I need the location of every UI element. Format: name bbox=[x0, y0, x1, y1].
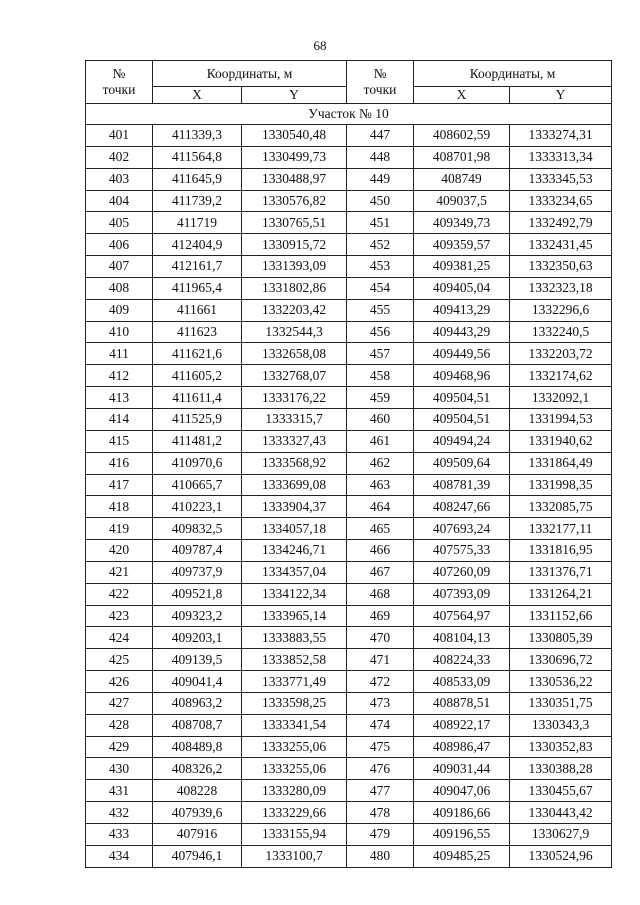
x-cell: 407393,09 bbox=[414, 583, 510, 605]
table-row bbox=[86, 387, 612, 409]
y-cell: 1332323,18 bbox=[510, 277, 612, 299]
y-cell: 1331802,86 bbox=[242, 277, 347, 299]
table-row bbox=[86, 802, 612, 824]
table-row bbox=[86, 430, 612, 452]
y-cell: 1330488,97 bbox=[242, 168, 347, 190]
y-cell: 1333280,09 bbox=[242, 780, 347, 802]
table-row bbox=[86, 125, 612, 147]
point-number-cell: 466 bbox=[347, 540, 414, 562]
x-cell: 409509,64 bbox=[414, 452, 510, 474]
point-number-cell: 423 bbox=[86, 605, 153, 627]
y-cell: 1334246,71 bbox=[242, 540, 347, 562]
table-row bbox=[86, 168, 612, 190]
table-row bbox=[86, 649, 612, 671]
point-number-cell: 469 bbox=[347, 605, 414, 627]
y-cell: 1332768,07 bbox=[242, 365, 347, 387]
point-number-cell: 404 bbox=[86, 190, 153, 212]
x-cell: 409405,04 bbox=[414, 277, 510, 299]
table-row bbox=[86, 845, 612, 867]
point-number-cell: 452 bbox=[347, 234, 414, 256]
y-cell: 1333341,54 bbox=[242, 714, 347, 736]
point-number-cell: 427 bbox=[86, 692, 153, 714]
point-number-cell: 464 bbox=[347, 496, 414, 518]
table-row bbox=[86, 758, 612, 780]
x-cell: 409504,51 bbox=[414, 408, 510, 430]
x-cell: 409047,06 bbox=[414, 780, 510, 802]
point-number-cell: 417 bbox=[86, 474, 153, 496]
table-row bbox=[86, 714, 612, 736]
x-cell: 409037,5 bbox=[414, 190, 510, 212]
y-cell: 1333883,55 bbox=[242, 627, 347, 649]
header-row-1 bbox=[86, 61, 612, 87]
point-number-cell: 458 bbox=[347, 365, 414, 387]
y-header-left: Y bbox=[242, 87, 347, 104]
table-row bbox=[86, 583, 612, 605]
y-cell: 1332431,45 bbox=[510, 234, 612, 256]
y-cell: 1332658,08 bbox=[242, 343, 347, 365]
y-cell: 1333345,53 bbox=[510, 168, 612, 190]
y-cell: 1332492,79 bbox=[510, 212, 612, 234]
x-cell: 408986,47 bbox=[414, 736, 510, 758]
point-number-cell: 403 bbox=[86, 168, 153, 190]
point-number-cell: 477 bbox=[347, 780, 414, 802]
point-number-cell: 470 bbox=[347, 627, 414, 649]
y-cell: 1330627,9 bbox=[510, 824, 612, 846]
table-row bbox=[86, 408, 612, 430]
x-cell: 411611,4 bbox=[153, 387, 242, 409]
y-cell: 1333568,92 bbox=[242, 452, 347, 474]
y-cell: 1333315,7 bbox=[242, 408, 347, 430]
point-number-cell: 401 bbox=[86, 125, 153, 147]
y-header-right: Y bbox=[510, 87, 612, 104]
x-cell: 410970,6 bbox=[153, 452, 242, 474]
point-number-cell: 432 bbox=[86, 802, 153, 824]
section-title: Участок № 10 bbox=[86, 104, 612, 125]
point-number-cell: 409 bbox=[86, 299, 153, 321]
x-cell: 409494,24 bbox=[414, 430, 510, 452]
x-cell: 409832,5 bbox=[153, 518, 242, 540]
page-number: 68 bbox=[313, 38, 327, 53]
point-number-cell: 450 bbox=[347, 190, 414, 212]
x-cell: 409485,25 bbox=[414, 845, 510, 867]
point-number-cell: 408 bbox=[86, 277, 153, 299]
y-cell: 1330805,39 bbox=[510, 627, 612, 649]
y-cell: 1331376,71 bbox=[510, 561, 612, 583]
point-number-cell: 454 bbox=[347, 277, 414, 299]
x-cell: 409323,2 bbox=[153, 605, 242, 627]
y-cell: 1333176,22 bbox=[242, 387, 347, 409]
y-cell: 1330443,42 bbox=[510, 802, 612, 824]
point-number-cell: 418 bbox=[86, 496, 153, 518]
x-cell: 411645,9 bbox=[153, 168, 242, 190]
x-cell: 409203,1 bbox=[153, 627, 242, 649]
table-row bbox=[86, 343, 612, 365]
x-cell: 407693,24 bbox=[414, 518, 510, 540]
coordinates-header-left: Координаты, м bbox=[153, 61, 347, 87]
point-number-cell: 462 bbox=[347, 452, 414, 474]
x-cell: 407946,1 bbox=[153, 845, 242, 867]
table-row bbox=[86, 518, 612, 540]
point-number-cell: 473 bbox=[347, 692, 414, 714]
x-cell: 408247,66 bbox=[414, 496, 510, 518]
point-number-cell: 463 bbox=[347, 474, 414, 496]
point-number-cell: 475 bbox=[347, 736, 414, 758]
x-cell: 408922,17 bbox=[414, 714, 510, 736]
y-cell: 1332350,63 bbox=[510, 256, 612, 278]
point-number-cell: 413 bbox=[86, 387, 153, 409]
y-cell: 1330536,22 bbox=[510, 671, 612, 693]
y-cell: 1330388,28 bbox=[510, 758, 612, 780]
x-cell: 409737,9 bbox=[153, 561, 242, 583]
x-cell: 411621,6 bbox=[153, 343, 242, 365]
y-cell: 1333313,34 bbox=[510, 146, 612, 168]
point-number-cell: 415 bbox=[86, 430, 153, 452]
y-cell: 1331994,53 bbox=[510, 408, 612, 430]
point-number-cell: 405 bbox=[86, 212, 153, 234]
x-cell: 408708,7 bbox=[153, 714, 242, 736]
x-cell: 407260,09 bbox=[414, 561, 510, 583]
y-cell: 1331998,35 bbox=[510, 474, 612, 496]
point-number-cell: 414 bbox=[86, 408, 153, 430]
y-cell: 1333234,65 bbox=[510, 190, 612, 212]
x-cell: 409521,8 bbox=[153, 583, 242, 605]
y-cell: 1331393,09 bbox=[242, 256, 347, 278]
x-cell: 408104,13 bbox=[414, 627, 510, 649]
point-number-cell: 455 bbox=[347, 299, 414, 321]
point-number-cell: 421 bbox=[86, 561, 153, 583]
point-number-cell: 467 bbox=[347, 561, 414, 583]
table-row bbox=[86, 496, 612, 518]
table-row bbox=[86, 692, 612, 714]
point-number-cell: 430 bbox=[86, 758, 153, 780]
point-number-cell: 461 bbox=[347, 430, 414, 452]
y-cell: 1333255,06 bbox=[242, 758, 347, 780]
x-header-right: X bbox=[414, 87, 510, 104]
x-cell: 412404,9 bbox=[153, 234, 242, 256]
y-cell: 1330352,83 bbox=[510, 736, 612, 758]
point-number-cell: 468 bbox=[347, 583, 414, 605]
y-cell: 1333229,66 bbox=[242, 802, 347, 824]
x-cell: 409139,5 bbox=[153, 649, 242, 671]
x-cell: 407564,97 bbox=[414, 605, 510, 627]
point-number-cell: 410 bbox=[86, 321, 153, 343]
x-cell: 409196,55 bbox=[414, 824, 510, 846]
x-cell: 411661 bbox=[153, 299, 242, 321]
x-cell: 412161,7 bbox=[153, 256, 242, 278]
table-row bbox=[86, 190, 612, 212]
y-cell: 1333100,7 bbox=[242, 845, 347, 867]
y-cell: 1330540,48 bbox=[242, 125, 347, 147]
y-cell: 1334057,18 bbox=[242, 518, 347, 540]
y-cell: 1330351,75 bbox=[510, 692, 612, 714]
point-number-cell: 472 bbox=[347, 671, 414, 693]
point-number-cell: 433 bbox=[86, 824, 153, 846]
x-cell: 408228 bbox=[153, 780, 242, 802]
x-cell: 408533,09 bbox=[414, 671, 510, 693]
point-number-cell: 419 bbox=[86, 518, 153, 540]
point-number-cell: 457 bbox=[347, 343, 414, 365]
y-cell: 1332240,5 bbox=[510, 321, 612, 343]
y-cell: 1333771,49 bbox=[242, 671, 347, 693]
x-cell: 407575,33 bbox=[414, 540, 510, 562]
y-cell: 1332092,1 bbox=[510, 387, 612, 409]
x-cell: 409186,66 bbox=[414, 802, 510, 824]
y-cell: 1332296,6 bbox=[510, 299, 612, 321]
table-row bbox=[86, 277, 612, 299]
point-number-cell: 428 bbox=[86, 714, 153, 736]
point-number-cell: 460 bbox=[347, 408, 414, 430]
x-cell: 407939,6 bbox=[153, 802, 242, 824]
table-row bbox=[86, 452, 612, 474]
point-number-cell: 420 bbox=[86, 540, 153, 562]
table-row bbox=[86, 627, 612, 649]
point-number-cell: 456 bbox=[347, 321, 414, 343]
point-number-cell: 422 bbox=[86, 583, 153, 605]
x-cell: 410223,1 bbox=[153, 496, 242, 518]
x-cell: 408326,2 bbox=[153, 758, 242, 780]
point-number-cell: 406 bbox=[86, 234, 153, 256]
x-cell: 409381,25 bbox=[414, 256, 510, 278]
table-body bbox=[86, 125, 612, 868]
point-number-cell: 412 bbox=[86, 365, 153, 387]
x-cell: 411739,2 bbox=[153, 190, 242, 212]
y-cell: 1333965,14 bbox=[242, 605, 347, 627]
x-cell: 411525,9 bbox=[153, 408, 242, 430]
table-row bbox=[86, 365, 612, 387]
x-cell: 409359,57 bbox=[414, 234, 510, 256]
table-row bbox=[86, 321, 612, 343]
x-header-left: X bbox=[153, 87, 242, 104]
y-cell: 1333274,31 bbox=[510, 125, 612, 147]
y-cell: 1333699,08 bbox=[242, 474, 347, 496]
x-cell: 409449,56 bbox=[414, 343, 510, 365]
y-cell: 1333155,94 bbox=[242, 824, 347, 846]
table-row bbox=[86, 561, 612, 583]
x-cell: 408963,2 bbox=[153, 692, 242, 714]
point-number-cell: 402 bbox=[86, 146, 153, 168]
x-cell: 411719 bbox=[153, 212, 242, 234]
y-cell: 1330915,72 bbox=[242, 234, 347, 256]
table-row bbox=[86, 736, 612, 758]
y-cell: 1332085,75 bbox=[510, 496, 612, 518]
x-cell: 409031,44 bbox=[414, 758, 510, 780]
y-cell: 1332203,42 bbox=[242, 299, 347, 321]
y-cell: 1330576,82 bbox=[242, 190, 347, 212]
table-row bbox=[86, 671, 612, 693]
point-number-cell: 447 bbox=[347, 125, 414, 147]
table-row bbox=[86, 212, 612, 234]
x-cell: 408781,39 bbox=[414, 474, 510, 496]
table-row bbox=[86, 474, 612, 496]
y-cell: 1331816,95 bbox=[510, 540, 612, 562]
point-number-cell: 479 bbox=[347, 824, 414, 846]
y-cell: 1332177,11 bbox=[510, 518, 612, 540]
point-number-cell: 411 bbox=[86, 343, 153, 365]
y-cell: 1332174,62 bbox=[510, 365, 612, 387]
x-cell: 409787,4 bbox=[153, 540, 242, 562]
point-number-cell: 453 bbox=[347, 256, 414, 278]
point-number-cell: 480 bbox=[347, 845, 414, 867]
y-cell: 1334122,34 bbox=[242, 583, 347, 605]
table-row bbox=[86, 234, 612, 256]
x-cell: 411339,3 bbox=[153, 125, 242, 147]
x-cell: 408489,8 bbox=[153, 736, 242, 758]
section-row bbox=[86, 104, 612, 125]
x-cell: 408749 bbox=[414, 168, 510, 190]
x-cell: 411623 bbox=[153, 321, 242, 343]
point-number-cell: 431 bbox=[86, 780, 153, 802]
x-cell: 408701,98 bbox=[414, 146, 510, 168]
y-cell: 1332203,72 bbox=[510, 343, 612, 365]
x-cell: 408224,33 bbox=[414, 649, 510, 671]
x-cell: 409504,51 bbox=[414, 387, 510, 409]
point-number-header-left: № точки bbox=[86, 61, 153, 104]
y-cell: 1330765,51 bbox=[242, 212, 347, 234]
table-row bbox=[86, 256, 612, 278]
y-cell: 1330524,96 bbox=[510, 845, 612, 867]
x-cell: 408602,59 bbox=[414, 125, 510, 147]
point-number-cell: 465 bbox=[347, 518, 414, 540]
point-number-cell: 471 bbox=[347, 649, 414, 671]
point-number-cell: 459 bbox=[347, 387, 414, 409]
x-cell: 411965,4 bbox=[153, 277, 242, 299]
point-number-cell: 407 bbox=[86, 256, 153, 278]
coordinates-header-right: Координаты, м bbox=[414, 61, 612, 87]
point-number-cell: 474 bbox=[347, 714, 414, 736]
table-row bbox=[86, 605, 612, 627]
y-cell: 1330696,72 bbox=[510, 649, 612, 671]
point-number-cell: 429 bbox=[86, 736, 153, 758]
table-row bbox=[86, 824, 612, 846]
point-number-cell: 451 bbox=[347, 212, 414, 234]
point-number-cell: 416 bbox=[86, 452, 153, 474]
x-cell: 409349,73 bbox=[414, 212, 510, 234]
y-cell: 1333327,43 bbox=[242, 430, 347, 452]
point-number-cell: 478 bbox=[347, 802, 414, 824]
point-number-cell: 425 bbox=[86, 649, 153, 671]
point-number-cell: 434 bbox=[86, 845, 153, 867]
x-cell: 411564,8 bbox=[153, 146, 242, 168]
point-number-cell: 449 bbox=[347, 168, 414, 190]
y-cell: 1334357,04 bbox=[242, 561, 347, 583]
x-cell: 408878,51 bbox=[414, 692, 510, 714]
y-cell: 1330499,73 bbox=[242, 146, 347, 168]
table-row bbox=[86, 299, 612, 321]
x-cell: 409468,96 bbox=[414, 365, 510, 387]
x-cell: 411605,2 bbox=[153, 365, 242, 387]
y-cell: 1331152,66 bbox=[510, 605, 612, 627]
table-row bbox=[86, 540, 612, 562]
y-cell: 1331864,49 bbox=[510, 452, 612, 474]
x-cell: 409443,29 bbox=[414, 321, 510, 343]
y-cell: 1331264,21 bbox=[510, 583, 612, 605]
point-number-cell: 448 bbox=[347, 146, 414, 168]
y-cell: 1333904,37 bbox=[242, 496, 347, 518]
table-row bbox=[86, 146, 612, 168]
y-cell: 1330343,3 bbox=[510, 714, 612, 736]
point-number-cell: 426 bbox=[86, 671, 153, 693]
x-cell: 409413,29 bbox=[414, 299, 510, 321]
y-cell: 1330455,67 bbox=[510, 780, 612, 802]
y-cell: 1333255,06 bbox=[242, 736, 347, 758]
point-number-header-right: № точки bbox=[347, 61, 414, 104]
x-cell: 411481,2 bbox=[153, 430, 242, 452]
x-cell: 407916 bbox=[153, 824, 242, 846]
point-number-cell: 424 bbox=[86, 627, 153, 649]
point-number-cell: 476 bbox=[347, 758, 414, 780]
y-cell: 1333852,58 bbox=[242, 649, 347, 671]
x-cell: 410665,7 bbox=[153, 474, 242, 496]
y-cell: 1333598,25 bbox=[242, 692, 347, 714]
x-cell: 409041,4 bbox=[153, 671, 242, 693]
y-cell: 1331940,62 bbox=[510, 430, 612, 452]
table-row bbox=[86, 780, 612, 802]
y-cell: 1332544,3 bbox=[242, 321, 347, 343]
coordinates-table bbox=[85, 60, 612, 868]
